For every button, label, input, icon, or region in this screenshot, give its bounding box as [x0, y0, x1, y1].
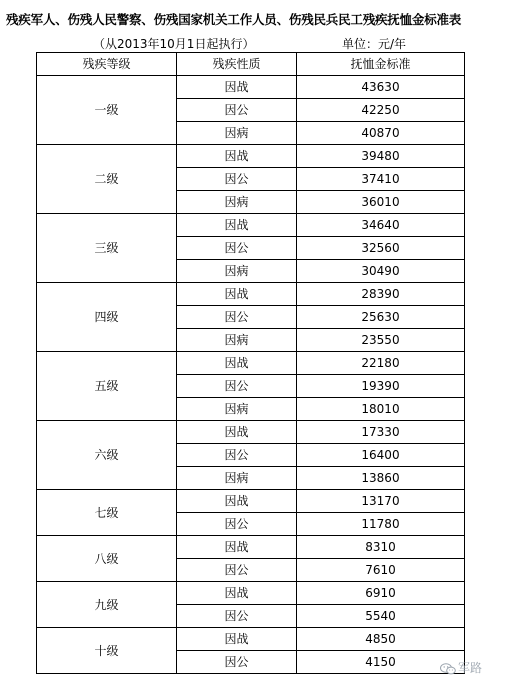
nature-cell: 因公	[177, 168, 297, 191]
nature-cell: 因战	[177, 582, 297, 605]
table-row	[37, 76, 465, 99]
amount-cell: 8310	[297, 536, 465, 559]
amount-cell: 40870	[297, 122, 465, 145]
amount-cell: 36010	[297, 191, 465, 214]
nature-cell: 因战	[177, 76, 297, 99]
nature-cell: 因战	[177, 283, 297, 306]
grade-cell: 九级	[37, 582, 177, 628]
nature-cell: 因病	[177, 191, 297, 214]
amount-cell: 6910	[297, 582, 465, 605]
amount-cell: 17330	[297, 421, 465, 444]
watermark	[440, 659, 482, 676]
nature-cell: 因病	[177, 398, 297, 421]
table-row	[37, 628, 465, 651]
grade-cell: 四级	[37, 283, 177, 352]
amount-cell: 32560	[297, 237, 465, 260]
amount-cell: 16400	[297, 444, 465, 467]
table-row	[37, 421, 465, 444]
nature-cell: 因战	[177, 214, 297, 237]
column-header-amount: 抚恤金标准	[297, 53, 465, 76]
table-row	[37, 145, 465, 168]
column-header-nature: 残疾性质	[177, 53, 297, 76]
table-header-row	[37, 53, 465, 76]
amount-cell: 42250	[297, 99, 465, 122]
nature-cell: 因公	[177, 605, 297, 628]
amount-cell: 28390	[297, 283, 465, 306]
table-row	[37, 490, 465, 513]
nature-cell: 因公	[177, 306, 297, 329]
table-row	[37, 214, 465, 237]
page-title: 残疾军人、伤残人民警察、伤残国家机关工作人员、伤残民兵民工残疾抚恤金标准表	[6, 12, 462, 27]
nature-cell: 因公	[177, 513, 297, 536]
grade-cell: 七级	[37, 490, 177, 536]
amount-cell: 25630	[297, 306, 465, 329]
wechat-icon	[440, 663, 456, 675]
amount-cell: 13170	[297, 490, 465, 513]
nature-cell: 因公	[177, 444, 297, 467]
nature-cell: 因病	[177, 467, 297, 490]
grade-cell: 五级	[37, 352, 177, 421]
nature-cell: 因公	[177, 559, 297, 582]
effective-date: （从2013年10月1日起执行）	[93, 37, 255, 51]
grade-cell: 二级	[37, 145, 177, 214]
nature-cell: 因战	[177, 490, 297, 513]
amount-cell: 4150	[297, 651, 465, 674]
unit-label: 单位：元/年	[342, 37, 407, 51]
nature-cell: 因公	[177, 375, 297, 398]
nature-cell: 因战	[177, 352, 297, 375]
amount-cell: 37410	[297, 168, 465, 191]
column-header-grade: 残疾等级	[37, 53, 177, 76]
amount-cell: 13860	[297, 467, 465, 490]
amount-cell: 19390	[297, 375, 465, 398]
grade-cell: 六级	[37, 421, 177, 490]
amount-cell: 7610	[297, 559, 465, 582]
amount-cell: 39480	[297, 145, 465, 168]
watermark-text: 军路	[458, 661, 483, 675]
amount-cell: 4850	[297, 628, 465, 651]
amount-cell: 30490	[297, 260, 465, 283]
amount-cell: 18010	[297, 398, 465, 421]
nature-cell: 因公	[177, 237, 297, 260]
nature-cell: 因公	[177, 651, 297, 674]
nature-cell: 因战	[177, 536, 297, 559]
grade-cell: 十级	[37, 628, 177, 674]
nature-cell: 因病	[177, 122, 297, 145]
nature-cell: 因病	[177, 260, 297, 283]
nature-cell: 因公	[177, 99, 297, 122]
table-row	[37, 582, 465, 605]
nature-cell: 因战	[177, 628, 297, 651]
pension-standard-table	[36, 52, 465, 674]
amount-cell: 43630	[297, 76, 465, 99]
nature-cell: 因战	[177, 145, 297, 168]
nature-cell: 因病	[177, 329, 297, 352]
amount-cell: 22180	[297, 352, 465, 375]
grade-cell: 三级	[37, 214, 177, 283]
amount-cell: 23550	[297, 329, 465, 352]
table-row	[37, 536, 465, 559]
grade-cell: 一级	[37, 76, 177, 145]
table-row	[37, 283, 465, 306]
amount-cell: 34640	[297, 214, 465, 237]
nature-cell: 因战	[177, 421, 297, 444]
table-row	[37, 352, 465, 375]
grade-cell: 八级	[37, 536, 177, 582]
amount-cell: 5540	[297, 605, 465, 628]
amount-cell: 11780	[297, 513, 465, 536]
table-body	[37, 76, 465, 674]
